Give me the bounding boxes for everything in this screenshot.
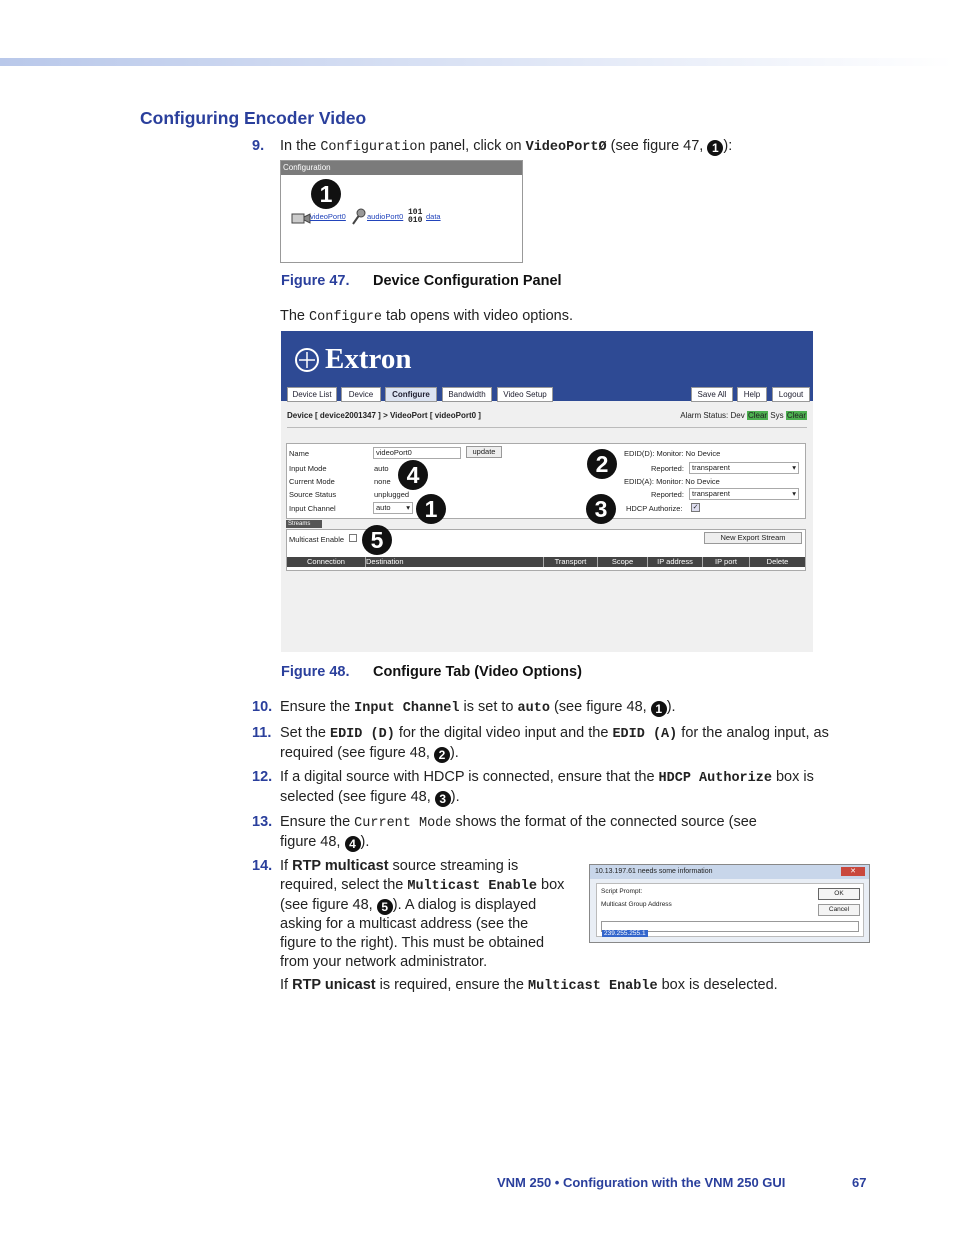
tab-video-setup[interactable]: Video Setup: [497, 387, 553, 402]
input-channel-select[interactable]: auto ▾: [373, 502, 413, 514]
dialog-title-bar: 10.13.197.61 needs some information ✕: [590, 865, 869, 879]
edid-a-select[interactable]: transparent ▾: [689, 488, 799, 500]
dropdown-arrow-icon: ▾: [792, 463, 796, 472]
app-header-band: [281, 331, 813, 401]
streams-tab[interactable]: Streams: [286, 520, 322, 528]
footer-title: VNM 250 • Configuration with the VNM 250 GUI: [497, 1175, 786, 1190]
streams-table-header: Connection Destination Transport Scope IP address IP port Delete: [287, 557, 805, 567]
callout-badge: 4: [345, 836, 361, 852]
close-icon[interactable]: ✕: [841, 867, 865, 876]
save-all-button[interactable]: Save All: [691, 387, 733, 402]
code-configuration: Configuration: [320, 140, 426, 155]
figure-47-caption: Figure 47. Device Configuration Panel: [281, 273, 562, 289]
data-link[interactable]: data: [426, 212, 441, 221]
hdcp-authorize-checkbox[interactable]: ✓: [692, 504, 699, 511]
alarm-status: Alarm Status: Dev Clear Sys Clear: [680, 411, 806, 420]
code-input-channel: Input Channel: [354, 701, 460, 716]
tab-bandwidth[interactable]: Bandwidth: [442, 387, 492, 402]
multicast-address-dialog: [589, 864, 870, 943]
code-edid-a: EDID (A): [612, 727, 678, 742]
callout-badge: 2: [434, 747, 450, 763]
tab-device-list[interactable]: Device List: [287, 387, 337, 402]
dropdown-arrow-icon: ▾: [792, 489, 796, 498]
data-icon: 101 010: [408, 208, 423, 225]
code-videoport: VideoPortØ: [525, 140, 607, 155]
callout-5: 5: [362, 525, 392, 555]
code-auto: auto: [517, 701, 550, 716]
callout-badge: 5: [377, 899, 393, 915]
audio-port-link[interactable]: audioPort0: [367, 212, 404, 221]
callout-badge: 1: [707, 140, 723, 156]
divider: [287, 427, 807, 428]
callout-3: 3: [586, 494, 616, 524]
code-edid-d: EDID (D): [329, 727, 395, 742]
page-number: 67: [852, 1175, 867, 1190]
unicast-paragraph: If RTP unicast is required, ensure the Multicast Enable box is deselected.: [280, 977, 778, 994]
edid-d-select[interactable]: transparent ▾: [689, 462, 799, 474]
name-input[interactable]: videoPort0: [373, 447, 461, 459]
microphone-icon: [350, 208, 366, 226]
ok-button[interactable]: OK: [818, 888, 860, 900]
tab-configure[interactable]: Configure: [385, 387, 437, 402]
device-configuration-panel: [280, 160, 523, 263]
code-hdcp-authorize: HDCP Authorize: [658, 771, 772, 786]
code-current-mode: Current Mode: [354, 816, 452, 831]
logout-button[interactable]: Logout: [772, 387, 810, 402]
dropdown-arrow-icon: ▾: [406, 503, 410, 512]
streams-panel: Multicast Enable New Export Stream: [286, 529, 806, 571]
video-port-link[interactable]: videoPort0: [310, 212, 346, 221]
callout-badge: 1: [651, 701, 667, 717]
cancel-button[interactable]: Cancel: [818, 904, 860, 916]
configure-tab-screenshot: [281, 331, 813, 652]
help-button[interactable]: Help: [737, 387, 767, 402]
header-rule: [0, 58, 954, 66]
figure-48-caption: Figure 48. Configure Tab (Video Options): [281, 664, 582, 680]
section-title: Configuring Encoder Video: [140, 108, 367, 128]
extron-logo-icon: [294, 347, 320, 373]
video-options-panel: Name Input Mode Current Mode Source Status Input Channel videoPort0 update auto none unplugged auto ▾ EDID(D): Monitor: No Device Reported: transparent ▾ EDID(A): Monitor: No Device Reported: transparent ▾ HDCP Authorize: ✓: [286, 443, 806, 519]
extron-logo-text: Extron: [325, 343, 412, 375]
breadcrumb: Device [ device2001347 ] > VideoPort [ videoPort0 ] Alarm Status: Dev Clear Sys Clear: [287, 411, 806, 420]
callout-4: 4: [398, 460, 428, 490]
update-button[interactable]: update: [466, 446, 502, 458]
callout-2: 2: [587, 449, 617, 479]
video-camera-icon: [291, 211, 311, 225]
tab-device[interactable]: Device: [341, 387, 381, 402]
multicast-enable-checkbox[interactable]: [349, 534, 357, 542]
callout-badge: 3: [435, 791, 451, 807]
callout-1: 1: [311, 179, 341, 209]
callout-1: 1: [416, 494, 446, 524]
configure-tab-paragraph: The Configure tab opens with video options.: [280, 308, 573, 325]
code-multicast-enable: Multicast Enable: [407, 879, 537, 894]
panel-header: Configuration: [281, 161, 522, 175]
code-multicast-enable: Multicast Enable: [527, 979, 658, 994]
dialog-body: Script Prompt: Multicast Group Address OK Cancel 239.255.255.1: [596, 883, 864, 937]
multicast-address-input[interactable]: 239.255.255.1: [601, 921, 859, 932]
new-export-stream-button[interactable]: New Export Stream: [704, 532, 802, 544]
